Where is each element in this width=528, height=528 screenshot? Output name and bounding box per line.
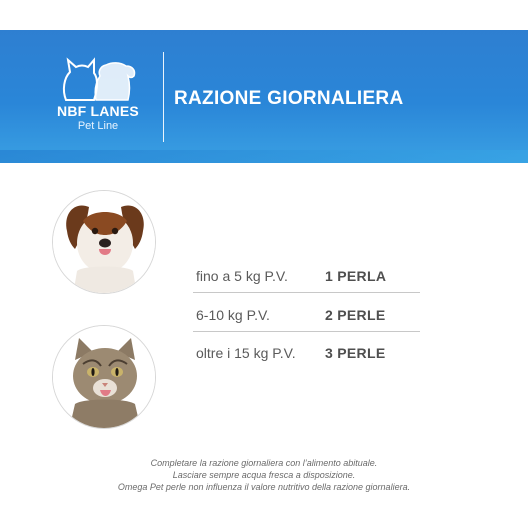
dose-amount: 1 PERLA: [325, 268, 387, 284]
dose-amount: 3 PERLE: [325, 345, 386, 361]
dog-licking-icon: [53, 191, 156, 294]
cat-licking-icon: [53, 326, 156, 429]
header-divider: [163, 52, 164, 142]
ration-row: [193, 301, 420, 333]
cat-dog-logo-icon: [56, 56, 140, 102]
footnote: [40, 457, 488, 493]
ration-row: [193, 339, 420, 371]
brand-logo: [48, 56, 148, 140]
footnote-line: Lasciare sempre acqua fresca a disposizione.: [172, 470, 356, 480]
header-band: [0, 150, 528, 163]
page-title: RAZIONE GIORNALIERA: [174, 88, 404, 109]
cat-photo: [52, 325, 156, 429]
dog-photo: [52, 190, 156, 294]
weight-range: fino a 5 kg P.V.: [196, 268, 288, 284]
footnote-line: Omega Pet perle non influenza il valore nutritivo della razione giornaliera.: [117, 482, 411, 492]
row-separator: [193, 292, 420, 293]
brand-name: NBF LANES: [57, 103, 139, 119]
row-separator: [193, 331, 420, 332]
footnote-line: Completare la razione giornaliera con l’alimento abituale.: [150, 458, 378, 468]
brand-subtitle: Pet Line: [77, 120, 119, 132]
weight-range: 6-10 kg P.V.: [196, 307, 270, 323]
ration-row: [193, 262, 420, 294]
weight-range: oltre i 15 kg P.V.: [196, 345, 296, 361]
dose-amount: 2 PERLE: [325, 307, 386, 323]
